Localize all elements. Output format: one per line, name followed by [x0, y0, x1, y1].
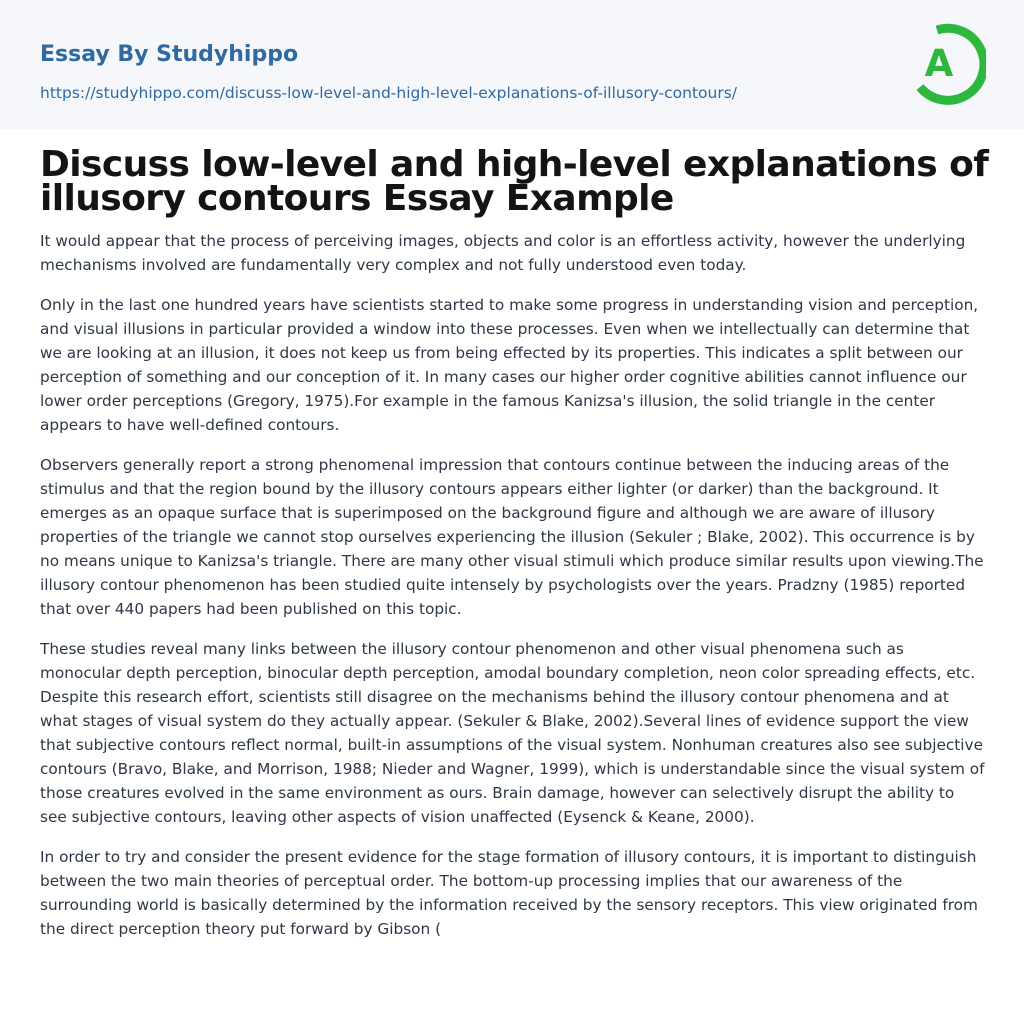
essay-paragraph: Observers generally report a strong phenomenal impression that contours continue between the inducing areas of the stimulus and that the region bound by the illusory contours appears either lighter (or darker) than the background. It emerges as an opaque surface that is superimposed on the background figure and although we are aware of illusory properties of the triangle we cannot stop ourselves experiencing the illusion (Sekuler ; Blake, 2002). This occurrence is by no means unique to Kanizsa's triangle. There are many other visual stimuli which produce similar results upon viewing.The illusory contour phenomenon has been studied quite intensely by psychologists over the years. Pradzny (1985) reported that over 440 papers had been published on this topic.: [40, 456, 984, 618]
essay-paragraph: These studies reveal many links between the illusory contour phenomenon and other visual phenomena such as monocular depth perception, binocular depth perception, amodal boundary completion, neon color spreading effects, etc. Despite this research effort, scientists still disagree on the mechanisms behind the illusory contour phenomena and at what stages of visual system do they actually appear. (Sekuler & Blake, 2002).Several lines of evidence support the view that subjective contours reflect normal, built-in assumptions of the visual system. Nonhuman creatures also see subjective contours (Bravo, Blake, and Morrison, 1988; Nieder and Wagner, 1999), which is understandable since the visual system of those creatures evolved in the same environment as ours. Brain damage, however can selectively disrupt the ability to see subjective contours, leaving other aspects of vision unaffected (Eysenck & Keane, 2000).: [40, 640, 985, 826]
logo-letter: A: [924, 42, 954, 85]
essay-body: [40, 229, 985, 957]
studyhippo-logo[interactable]: [912, 20, 986, 106]
site-brand[interactable]: Essay By Studyhippo: [40, 42, 299, 67]
essay-paragraph: Only in the last one hundred years have scientists started to make some progress in understanding vision and perception, and visual illusions in particular provided a window into these processes. Even when we intellectually can determine that we are looking at an illusion, it does not keep us from being effected by its properties. This indicates a split between our perception of something and our conception of it. In many cases our higher order cognitive abilities cannot influence our lower order perceptions (Gregory, 1975).For example in the famous Kanizsa's illusion, the solid triangle in the center appears to have well-defined contours.: [40, 296, 979, 434]
essay-paragraph: In order to try and consider the present evidence for the stage formation of illusory contours, it is important to distinguish between the two main theories of perceptual order. The bottom-up processing implies that our awareness of the surrounding world is basically determined by the information received by the sensory receptors. This view originated from the direct perception theory put forward by Gibson (: [40, 848, 978, 938]
site-header: [0, 0, 1024, 129]
essay-title: Discuss low-level and high-level explanations of illusory contours Essay Example: [40, 144, 989, 219]
essay-paragraph: It would appear that the process of perceiving images, objects and color is an effortless activity, however the underlying mechanisms involved are fundamentally very complex and not fully understood even today.: [40, 232, 966, 274]
logo-ring-icon: [912, 20, 986, 106]
essay-url-link[interactable]: https://studyhippo.com/discuss-low-level-and-high-level-explanations-of-illusory-contours/: [40, 84, 738, 102]
